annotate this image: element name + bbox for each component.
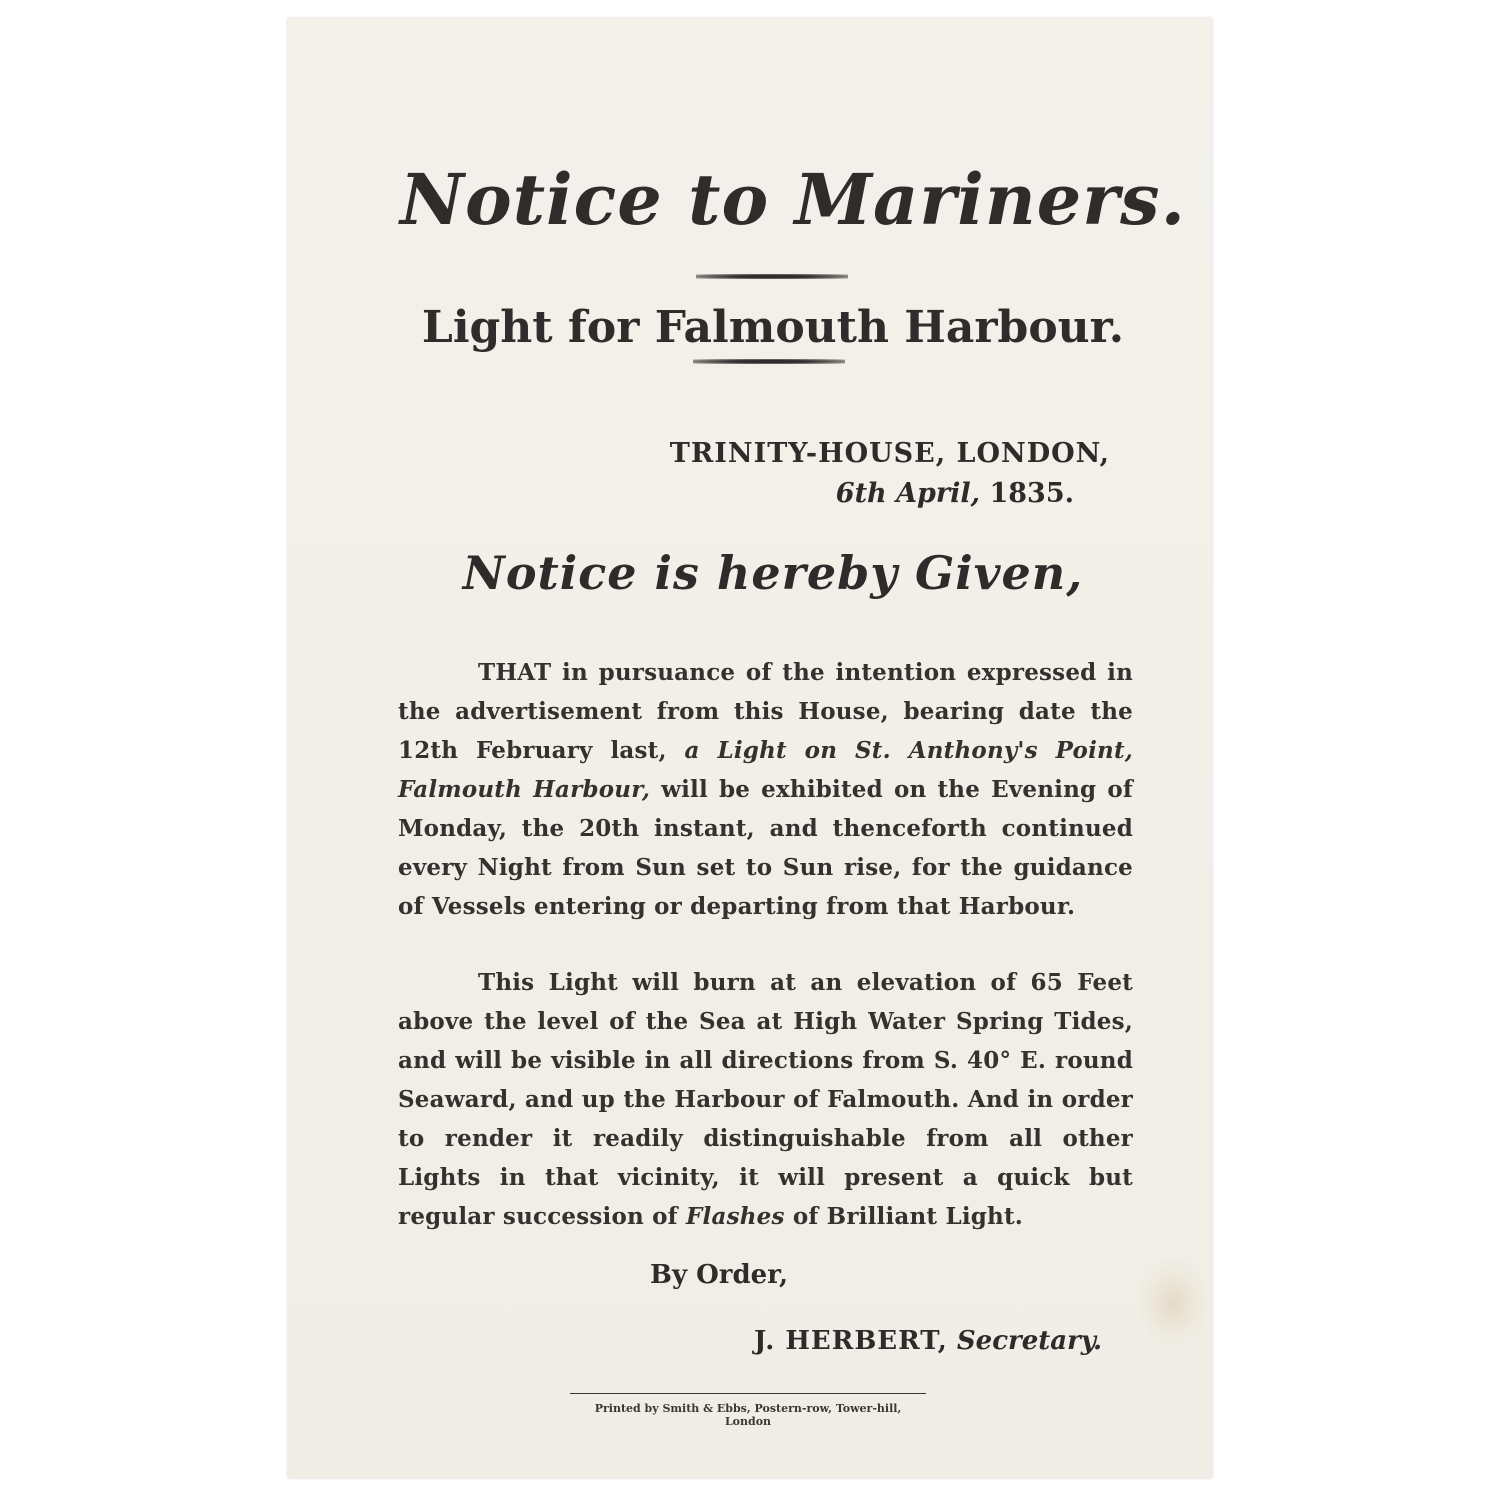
signature-line	[754, 1326, 1102, 1356]
issue-date	[836, 478, 1074, 509]
printer-divider	[570, 1393, 926, 1394]
notice-heading: Notice is hereby Given,	[462, 546, 1084, 600]
signatory-title: Secretary.	[956, 1326, 1102, 1356]
paragraph-first-text-b: will be exhibited on the Evening of Monday, the 20th instant, and thenceforth continued every Night from Sun set to Sun rise, for the guidance of Vessels entering or departing from that Harbour.	[398, 776, 1133, 920]
paragraph-second-italic: Flashes	[686, 1203, 785, 1230]
notice-sheet	[288, 18, 1212, 1478]
printer-imprint: Printed by Smith & Ebbs, Postern-row, Tower-hill, London	[594, 1402, 902, 1428]
by-order: By Order,	[650, 1260, 789, 1290]
paragraph-second	[398, 963, 1133, 1236]
paragraph-second-text-a: This Light will burn at an elevation of 65 Feet above the level of the Sea at High Water Spring Tides, and will be visible in all directions from S. 40° E. round Seaward, and up the Harbour of Falmouth. And in order to render it readily distinguishable from all other Lights in that vicinity, it will present a quick but regular succession of	[398, 969, 1133, 1230]
title-divider	[696, 274, 848, 279]
signatory-name: J. HERBERT,	[753, 1326, 948, 1356]
issuing-place: TRINITY-HOUSE, LONDON,	[669, 438, 1110, 469]
issue-date-year: 1835.	[989, 478, 1074, 509]
paper-stain	[1138, 1258, 1208, 1348]
paragraph-first-text-a: THAT in pursuance of the intention expressed in the advertisement from this House, bearing date the 12th February last,	[398, 659, 1133, 764]
paragraph-second-text-b: of Brilliant Light.	[792, 1203, 1023, 1230]
subtitle-divider	[693, 359, 845, 364]
paragraph-first	[398, 653, 1133, 926]
notice-subtitle: Light for Falmouth Harbour.	[421, 302, 1125, 353]
issue-date-day: 6th April,	[835, 478, 981, 509]
paragraph-first-italic: a Light on St. Anthony's Point, Falmouth Harbour,	[398, 737, 1133, 803]
notice-title: Notice to Mariners.	[400, 158, 1186, 241]
